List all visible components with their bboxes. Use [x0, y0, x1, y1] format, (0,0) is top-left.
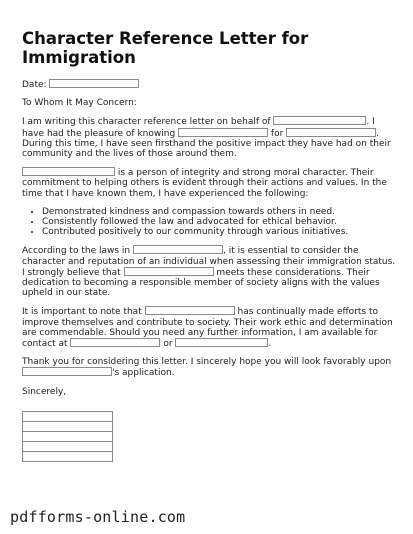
efforts-text-1: It is important to note that — [22, 307, 142, 318]
intro-text-3: for — [270, 128, 284, 139]
signature-block — [22, 411, 113, 462]
date-row — [22, 79, 397, 90]
character-text: is a person of integrity and strong moral character. Their commitment to helping others is evident through their actions and values. In the time that I have known them, I have experienced the following: — [22, 168, 387, 199]
duration-field[interactable] — [286, 128, 376, 137]
intro-text-2: . I have had the pleasure of knowing — [22, 117, 375, 139]
intro-text-1: I am writing this character reference letter on behalf of — [22, 117, 271, 128]
thanks-text-1: Thank you for considering this letter. I sincerely hope you will look favorably upon — [22, 357, 392, 368]
applicant-name-field-3[interactable] — [22, 167, 115, 176]
applicant-name-field-6[interactable] — [22, 367, 112, 376]
intro-text-4: . During this time, I have seen firsthand the positive impact they have had on their community and the lives of those around them. — [22, 128, 391, 160]
letter-document — [22, 29, 397, 462]
date-label: Date: — [22, 80, 47, 90]
paragraph-intro — [22, 116, 397, 159]
thanks-text-2: 's application. — [112, 368, 175, 379]
signature-field-email[interactable] — [22, 451, 113, 462]
laws-text-2: , it is essential to consider the character and reputation of an individual when assessing their immigration status. I strongly believe that — [22, 246, 396, 278]
closing: Sincerely, — [22, 386, 67, 397]
greeting: To Whom It May Concern: — [22, 98, 137, 109]
list-item: • Contributed positively to our community through various initiatives. — [42, 227, 397, 237]
laws-text-3: meets these considerations. Their dedication to becoming a responsible member of society aligns with the values upheld in our state. — [22, 267, 380, 299]
applicant-name-field-2[interactable] — [178, 128, 268, 137]
laws-text-1: According to the laws in — [22, 246, 131, 257]
date-field[interactable] — [49, 79, 139, 88]
footer-watermark: pdfforms-online.com — [10, 507, 186, 526]
page-title: Character Reference Letter for Immigration — [22, 29, 309, 67]
list-item: • Consistently followed the law and advocated for ethical behavior. — [42, 217, 397, 227]
paragraph-laws — [22, 245, 397, 298]
efforts-text-3: or — [163, 339, 173, 350]
efforts-text-4: . — [268, 339, 272, 350]
paragraph-thanks — [22, 357, 397, 378]
efforts-text-2: has continually made efforts to improve themselves and contribute to society. Their work ethic and determination are commendable. Should you need any further information, I am available for contact at — [22, 307, 393, 350]
applicant-name-field-5[interactable] — [145, 306, 235, 315]
applicant-name-field[interactable] — [273, 116, 366, 125]
paragraph-efforts — [22, 306, 397, 349]
paragraph-character — [22, 167, 397, 199]
state-field[interactable] — [133, 245, 223, 254]
list-item: • Demonstrated kindness and compassion towards others in need. — [42, 207, 397, 217]
email-field[interactable] — [175, 338, 268, 347]
phone-field[interactable] — [70, 338, 160, 347]
applicant-name-field-4[interactable] — [124, 267, 214, 276]
experience-list — [22, 207, 397, 238]
